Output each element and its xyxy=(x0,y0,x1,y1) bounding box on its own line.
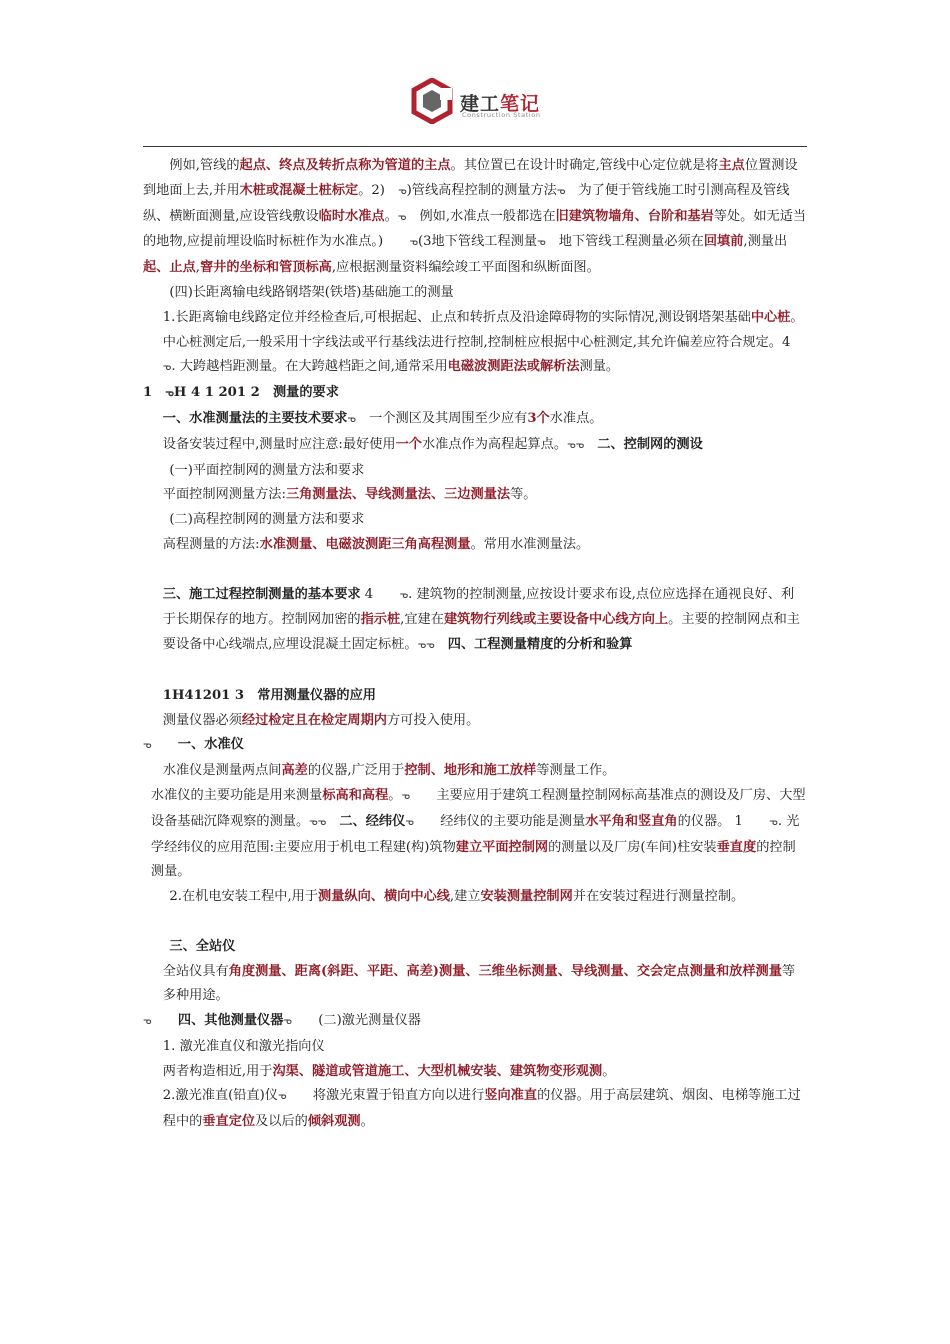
glyph-marker: ᓀ xyxy=(283,1016,292,1028)
section-heading-survey-requirements: 1 ᓀH 4 1 201 2 测量的要求 xyxy=(143,385,339,401)
glyph-marker: ᓀ xyxy=(556,185,566,197)
subheading-level: ᓀ 一、水准仪 xyxy=(143,737,244,753)
subheading-total-station: 三、全站仪 xyxy=(169,938,236,954)
glyph-marker: ᓀ xyxy=(409,237,419,249)
glyph-marker: ᓀ xyxy=(143,740,152,752)
subheading-plane-control: (一)平面控制网的测量方法和要求 xyxy=(169,462,365,478)
subheading-other-instruments: ᓀ 四、其他测量仪器ᓀ (二)激光测量仪器 xyxy=(143,1013,421,1029)
glyph-marker: ᓀ xyxy=(162,362,172,374)
paragraph-instrument-calibration: 测量仪器必须经过检定且在检定周期内方可投入使用。 xyxy=(162,712,480,728)
document-body xyxy=(143,154,807,1135)
paragraph-plane-methods: 平面控制网测量方法:三角测量法、导线测量法、三边测量法等。 xyxy=(162,487,537,503)
glyph-marker: ᓀ xyxy=(398,185,407,197)
subheading-elevation-control: (二)高程控制网的测量方法和要求 xyxy=(169,512,365,528)
glyph-marker: ᓀ xyxy=(347,413,356,425)
glyph-marker: ᓀᓀ xyxy=(417,640,435,652)
glyph-marker: ᓀ xyxy=(143,1016,152,1028)
paragraph-pipeline-survey: 例如,管线的起点、终点及转折点称为管道的主点。其位置已在设计时确定,管线中心定位就是将主点位置测设到地面上去,并用木桩或混凝土桩标定。2) ᓀ)管线高程控制的测量方法ᓀ 为了便于管线施工时引测高程及管线纵、横断面测量,应设管线敷设临时水准点。ᓀ 例如,水准点一般都选在旧建筑物墙角、台阶和基岩等处。如无适当的地物,应提前埋设临时标桩作为水准点。) ᓀ(3地下管线工程测量ᓀ 地下管线工程测量必须在回填前,测量出起、止点,窨井的坐标和管顶标高,应根据测量资料编绘竣工平面图和纵断面图。 xyxy=(143,158,807,276)
paragraph-install-benchmark: 设备安装过程中,测量时应注意:最好使用一个水准点作为高程起算点。ᓀᓀ 二、控制网的测设 xyxy=(162,436,703,452)
paragraph-tower-foundation: 1.长距离输电线路定位并经检查后,可根据起、止点和转折点及沿途障碍物的实际情况,测设钢塔架基础中心桩。中心桩测定后,一般采用十字线法或平行基线法进行控制,控制桩应根据中心桩测定,其允许偏差应符合规定。4 ᓀ. 大跨越档距测量。在大跨越档距之间,通常采用电磁波测距法或解析法测量。 xyxy=(162,309,804,375)
glyph-marker: ᓀ xyxy=(401,790,410,802)
paragraph-construction-control: 三、施工过程控制测量的基本要求 4 ᓀ. 建筑物的控制测量,应按设计要求布设,点位应选择在通视良好、利于长期保存的地方。控制网加密的指示桩,宜建在建筑物行列线或主要设备中心线方向上。主要的控制网点和主要设备中心线端点,应埋设混凝土固定标桩。ᓀᓀ 四、工程测量精度的分析和验算 xyxy=(162,586,800,653)
subheading-tower-foundation: (四)长距离输电线路钢塔架(铁塔)基础施工的测量 xyxy=(169,284,454,300)
subheading-laser-collimator: 1. 激光准直仪和激光指向仪 xyxy=(162,1038,325,1054)
paragraph-elevation-methods: 高程测量的方法:水准测量、电磁波测距三角高程测量。常用水准测量法。 xyxy=(162,536,590,552)
header-divider xyxy=(143,146,807,147)
glyph-marker: ᓀᓀ xyxy=(309,816,327,828)
glyph-marker: ᓀ xyxy=(165,388,174,400)
glyph-marker: ᓀ xyxy=(537,237,546,249)
logo-subtitle: Construction Station xyxy=(462,111,541,119)
logo-text: 建工笔记 xyxy=(460,93,541,115)
glyph-marker: ᓀ xyxy=(769,816,778,828)
paragraph-level-definition: 水准仪是测量两点间高差的仪器,广泛用于控制、地形和施工放样等测量工作。 xyxy=(162,763,616,779)
paragraph-total-station: 全站仪具有角度测量、距离(斜距、平距、高差)测量、三维坐标测量、导线测量、交会定点测量和放样测量等多种用途。 xyxy=(162,963,796,1004)
paragraph-leveling-requirements: 一、水准测量法的主要技术要求ᓀ 一个测区及其周围至少应有3个水准点。 xyxy=(162,410,603,426)
glyph-marker: ᓀ xyxy=(405,816,414,828)
paragraph-level-theodolite: 水准仪的主要功能是用来测量标高和高程。ᓀ 主要应用于建筑工程测量控制网标高基准点的测设及厂房、大型设备基础沉降观察的测量。ᓀᓀ 二、经纬仪ᓀ 经纬仪的主要功能是测量水平角和竖直角的仪器。 1 ᓀ. 光学经纬仪的应用范围:主要应用于机电工程建(构)筑物建立平面控制网的测量以及厂房(车间)柱安装垂直度的控制测量。 xyxy=(150,787,806,880)
paragraph-theodolite-install: 2.在机电安装工程中,用于测量纵向、横向中心线,建立安装测量控制网并在安装过程进行测量控制。 xyxy=(169,889,745,905)
section-heading-instruments: 1H41201 3 常用测量仪器的应用 xyxy=(162,687,376,703)
document-header xyxy=(410,78,560,128)
glyph-marker: ᓀ xyxy=(397,211,407,223)
glyph-marker: ᓀ xyxy=(399,589,409,601)
paragraph-laser-uses: 两者构造相近,用于沟渠、隧道或管道施工、大型机械安装、建筑物变形观测。 xyxy=(162,1063,616,1079)
glyph-marker: ᓀ xyxy=(277,1091,287,1103)
paragraph-laser-plumb: 2.激光准直(铅直)仪ᓀ 将激光束置于铅直方向以进行竖向准直的仪器。用于高层建筑、烟囱、电梯等施工过程中的垂直定位及以后的倾斜观测。 xyxy=(162,1088,801,1130)
glyph-marker: ᓀᓀ xyxy=(567,439,585,451)
cube-logo-icon xyxy=(410,78,454,124)
